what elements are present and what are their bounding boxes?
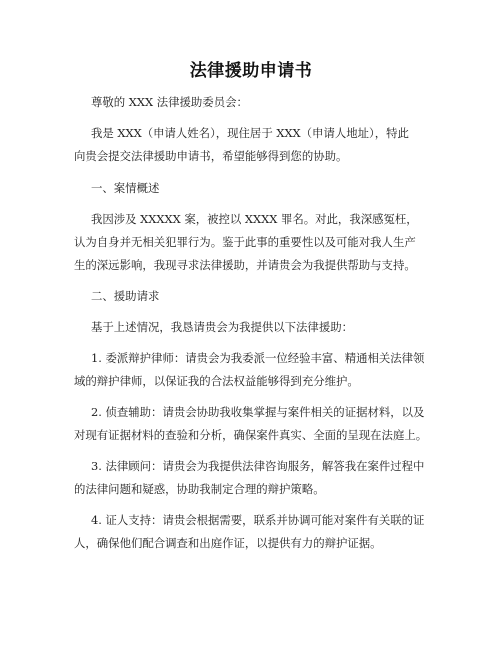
item-4-line-2: 人，确保他们配合调查和出庭作证，以提供有力的辩护证据。 (74, 536, 382, 550)
item-1-line-1: 1. 委派辩护律师：请贵会为我委派一位经验丰富、精通相关法律领 (91, 351, 425, 365)
item-4-line-1: 4. 证人支持：请贵会根据需要，联系并协调可能对案件有关联的证 (91, 513, 425, 527)
section1-line-3: 生的深远影响，我现寻求法律援助，并请贵会为我提供帮助与支持。 (74, 258, 416, 272)
section1-heading: 一、案情概述 (91, 181, 160, 195)
item-3-line-1: 3. 法律顾问：请贵会为我提供法律咨询服务，解答我在案件过程中 (91, 459, 425, 473)
document-title: 法律援助申请书 (189, 61, 313, 81)
section2-intro: 基于上述情况，我恳请贵会为我提供以下法律援助： (91, 320, 353, 334)
item-3-line-2: 的法律问题和疑惑，协助我制定合理的辩护策略。 (74, 482, 325, 496)
intro-line-1: 我是 XXX（申请人姓名），现住居于 XXX（申请人地址），特此 (91, 126, 409, 140)
section1-line-2: 认为自身并无相关犯罪行为。鉴于此事的重要性以及可能对我人生产 (74, 235, 416, 249)
section2-heading: 二、援助请求 (91, 289, 160, 303)
intro-line-2: 向贵会提交法律援助申请书，希望能够得到您的协助。 (74, 149, 348, 163)
salutation: 尊敬的 XXX 法律援助委员会： (91, 95, 248, 109)
item-1-line-2: 域的辩护律师，以保证我的合法权益能够得到充分维护。 (74, 374, 359, 388)
item-2-line-1: 2. 侦查辅助：请贵会协助我收集掌握与案件相关的证据材料，以及 (91, 405, 425, 419)
item-2-line-2: 对现有证据材料的查验和分析，确保案件真实、全面的呈现在法庭上。 (74, 428, 428, 442)
section1-line-1: 我因涉及 XXXXX 案，被控以 XXXX 罪名。对此，我深感冤枉， (91, 212, 418, 226)
